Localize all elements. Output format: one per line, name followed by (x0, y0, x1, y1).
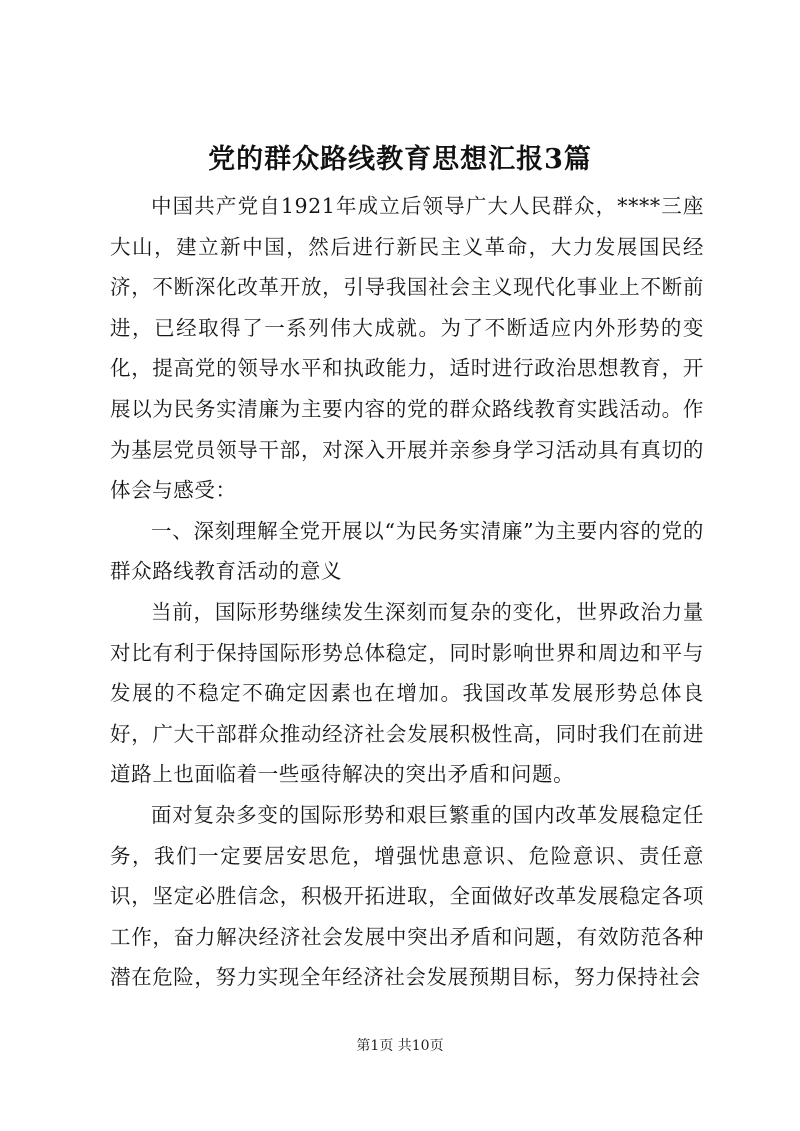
document-title: 党的群众路线教育思想汇报3篇 (208, 144, 592, 175)
section-heading-one: 一、深刻理解全党开展以“为民务实清廉”为主要内容的党的群众路线教育活动的意义 (110, 518, 704, 584)
page-number-footer: 第1页 共10页 (356, 1038, 444, 1054)
document-body (110, 186, 704, 998)
paragraph-current-situation: 当前，国际形势继续发生深刻而复杂的变化，世界政治力量对比有利于保持国际形势总体稳定，同时影响世界和周边和平与发展的不稳定不确定因素也在增加。我国改革发展形势总体良好，广大干部群众推动经济社会发展积极性高，同时我们在前进道路上也面临着一些亟待解决的突出矛盾和问题。 (110, 599, 704, 787)
paragraph-intro: 中国共产党自1921年成立后领导广大人民群众，****三座大山，建立新中国，然后进行新民主义革命，大力发展国民经济，不断深化改革开放，引导我国社会主义现代化事业上不断前进，已经取得了一系列伟大成就。为了不断适应内外形势的变化，提高党的领导水平和执政能力，适时进行政治思想教育，开展以为民务实清廉为主要内容的党的群众路线教育实践活动。作为基层党员领导干部，对深入开展并亲参身学习活动具有真切的体会与感受： (110, 194, 704, 503)
paragraph-tasks: 面对复杂多变的国际形势和艰巨繁重的国内改革发展稳定任务，我们一定要居安思危，增强忧患意识、危险意识、责任意识，坚定必胜信念，积极开拓进取，全面做好改革发展稳定各项工作，奋力解决经济社会发展中突出矛盾和问题，有效防范各种潜在危险，努力实现全年经济社会发展预期目标，努力保持社会 (110, 802, 704, 990)
